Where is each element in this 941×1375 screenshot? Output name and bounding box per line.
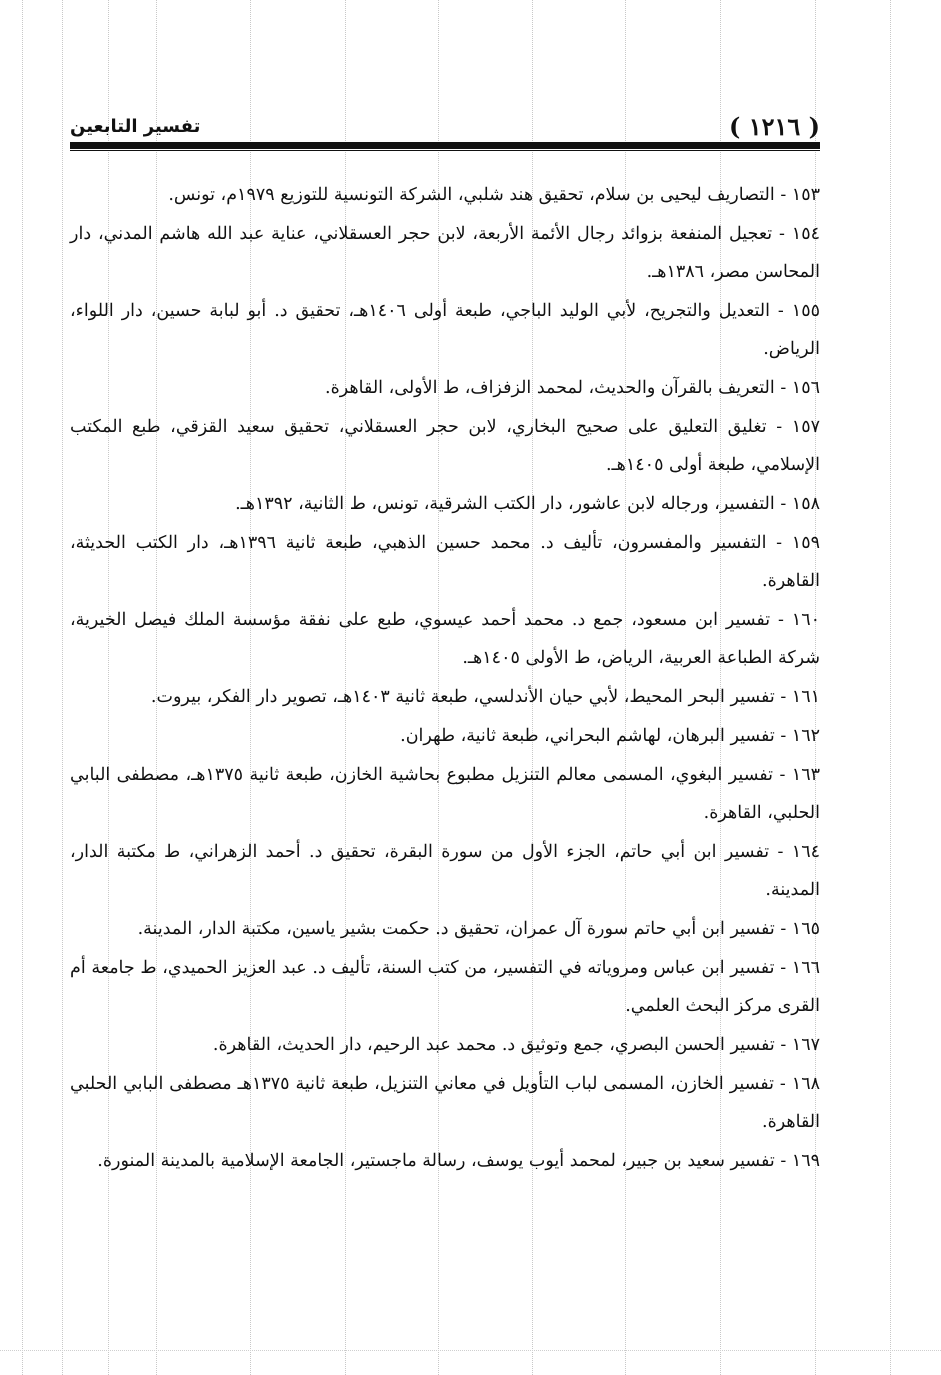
entry-number: ١٦٢ — [791, 726, 820, 746]
entry-text: التفسير، ورجاله لابن عاشور، دار الكتب الشرقية، تونس، ط الثانية، ١٣٩٢هـ. — [235, 494, 775, 514]
entry-text: تعجيل المنفعة بزوائد رجال الأئمة الأربعة، لابن حجر العسقلاني، عناية عبد الله هاشم المدني، دار المحاسن مصر، ١٣٨٦هـ. — [70, 224, 820, 282]
entry-number: ١٦٠ — [791, 610, 820, 630]
entry-number: ١٦٧ — [791, 1035, 820, 1055]
list-item: ١٦٨ - تفسير الخازن، المسمى لباب التأويل في معاني التنزيل، طبعة ثانية ١٣٧٥هـ مصطفى البابي الحلبي القاهرة. — [70, 1074, 820, 1132]
entry-number: ١٦٩ — [791, 1151, 820, 1171]
entry-text: تغليق التعليق على صحيح البخاري، لابن حجر العسقلاني، تحقيق سعيد القزقي، طبع المكتب الإسلامي، طبعة أولى ١٤٠٥هـ. — [70, 417, 820, 475]
list-item: ١٦١ - تفسير البحر المحيط، لأبي حيان الأندلسي، طبعة ثانية ١٤٠٣هـ، تصوير دار الفكر، بيروت. — [150, 687, 820, 707]
page-header — [70, 112, 820, 142]
entry-number: ١٦٨ — [791, 1074, 820, 1094]
bibliography-list — [70, 176, 820, 1181]
list-item: ١٥٥ - التعديل والتجريح، لأبي الوليد الباجي، طبعة أولى ١٤٠٦هـ، تحقيق د. أبو لبابة حسين، دار اللواء، الرياض. — [70, 301, 820, 359]
book-title: تفسير التابعين — [70, 116, 201, 137]
scan-guide — [62, 0, 63, 1375]
scan-guide — [0, 1350, 941, 1351]
entry-text: تفسير البغوي، المسمى معالم التنزيل مطبوع بحاشية الخازن، طبعة ثانية ١٣٧٥هـ، مصطفى البابي الحلبي، القاهرة. — [70, 765, 820, 823]
list-item: ١٥٨ - التفسير، ورجاله لابن عاشور، دار الكتب الشرقية، تونس، ط الثانية، ١٣٩٢هـ. — [235, 494, 820, 514]
entry-number: ١٦٤ — [791, 842, 820, 862]
entry-text: تفسير ابن مسعود، جمع د. محمد أحمد عيسوي، طبع على نفقة مؤسسة الملك فيصل الخيرية، شركة الطباعة العربية، الرياض، ط الأولى ١٤٠٥هـ. — [70, 610, 820, 668]
list-item: ١٦٠ - تفسير ابن مسعود، جمع د. محمد أحمد عيسوي، طبع على نفقة مؤسسة الملك فيصل الخيرية، شركة الطباعة العربية، الرياض، ط الأولى ١٤٠٥هـ. — [70, 610, 820, 668]
entry-text: تفسير ابن أبي حاتم، الجزء الأول من سورة البقرة، تحقيق د. أحمد الزهراني، ط مكتبة الدار، المدينة. — [70, 842, 820, 900]
entry-text: التعريف بالقرآن والحديث، لمحمد الزفزاف، ط الأولى، القاهرة. — [325, 378, 775, 398]
entry-number: ١٦١ — [791, 687, 820, 707]
entry-text: تفسير البرهان، لهاشم البحراني، طبعة ثانية، طهران. — [400, 726, 775, 746]
entry-text: التفسير والمفسرون، تأليف د. محمد حسين الذهبي، طبعة ثانية ١٣٩٦هـ، دار الكتب الحديثة، القاهرة. — [70, 533, 820, 591]
entry-number: ١٦٥ — [791, 919, 820, 939]
document-page — [70, 100, 820, 1340]
entry-number: ١٥٧ — [791, 417, 820, 437]
list-item: ١٦٢ - تفسير البرهان، لهاشم البحراني، طبعة ثانية، طهران. — [400, 726, 820, 746]
entry-number: ١٥٣ — [791, 185, 820, 205]
entry-text: تفسير الحسن البصري، جمع وتوثيق د. محمد عبد الرحيم، دار الحديث، القاهرة. — [212, 1035, 775, 1055]
entry-number: ١٦٦ — [791, 958, 820, 978]
entry-number: ١٦٣ — [791, 765, 820, 785]
list-item: ١٦٤ - تفسير ابن أبي حاتم، الجزء الأول من سورة البقرة، تحقيق د. أحمد الزهراني، ط مكتبة الدار، المدينة. — [70, 842, 820, 900]
entry-number: ١٥٩ — [791, 533, 820, 553]
list-item: ١٦٣ - تفسير البغوي، المسمى معالم التنزيل مطبوع بحاشية الخازن، طبعة ثانية ١٣٧٥هـ، مصطفى البابي الحلبي، القاهرة. — [70, 765, 820, 823]
list-item: ١٥٧ - تغليق التعليق على صحيح البخاري، لابن حجر العسقلاني، تحقيق سعيد القزقي، طبع المكتب الإسلامي، طبعة أولى ١٤٠٥هـ. — [70, 417, 820, 475]
page-number: ( ١٢١٦ ) — [729, 112, 820, 141]
header-rule — [70, 142, 820, 149]
entry-number: ١٥٦ — [791, 378, 820, 398]
list-item: ١٥٤ - تعجيل المنفعة بزوائد رجال الأئمة الأربعة، لابن حجر العسقلاني، عناية عبد الله هاشم المدني، دار المحاسن مصر، ١٣٨٦هـ. — [70, 224, 820, 282]
list-item: ١٦٥ - تفسير ابن أبي حاتم سورة آل عمران، تحقيق د. حكمت بشير ياسين، مكتبة الدار، المدينة. — [137, 919, 820, 939]
entry-text: تفسير ابن عباس ومروياته في التفسير، من كتب السنة، تأليف د. عبد العزيز الحميدي، ط جامعة أم القرى مركز البحث العلمي. — [70, 958, 820, 1016]
entry-number: ١٥٥ — [791, 301, 820, 321]
scan-guide — [890, 0, 891, 1375]
list-item: ١٥٦ - التعريف بالقرآن والحديث، لمحمد الزفزاف، ط الأولى، القاهرة. — [325, 378, 820, 398]
list-item: ١٦٧ - تفسير الحسن البصري، جمع وتوثيق د. محمد عبد الرحيم، دار الحديث، القاهرة. — [212, 1035, 820, 1055]
entry-text: تفسير سعيد بن جبير، لمحمد أيوب يوسف، رسالة ماجستير، الجامعة الإسلامية بالمدينة المنورة. — [97, 1151, 775, 1171]
entry-text: تفسير الخازن، المسمى لباب التأويل في معاني التنزيل، طبعة ثانية ١٣٧٥هـ مصطفى البابي الحلبي القاهرة. — [70, 1074, 820, 1132]
entry-text: التعديل والتجريح، لأبي الوليد الباجي، طبعة أولى ١٤٠٦هـ، تحقيق د. أبو لبابة حسين، دار اللواء، الرياض. — [70, 301, 820, 359]
list-item: ١٦٦ - تفسير ابن عباس ومروياته في التفسير، من كتب السنة، تأليف د. عبد العزيز الحميدي، ط جامعة أم القرى مركز البحث العلمي. — [70, 958, 820, 1016]
entry-text: تفسير ابن أبي حاتم سورة آل عمران، تحقيق د. حكمت بشير ياسين، مكتبة الدار، المدينة. — [137, 919, 775, 939]
entry-text: تفسير البحر المحيط، لأبي حيان الأندلسي، طبعة ثانية ١٤٠٣هـ، تصوير دار الفكر، بيروت. — [150, 687, 775, 707]
scan-guide — [22, 0, 23, 1375]
entry-number: ١٥٤ — [791, 224, 820, 244]
list-item: ١٥٣ - التصاريف ليحيى بن سلام، تحقيق هند شلبي، الشركة التونسية للتوزيع ١٩٧٩م، تونس. — [168, 185, 820, 205]
entry-text: التصاريف ليحيى بن سلام، تحقيق هند شلبي، الشركة التونسية للتوزيع ١٩٧٩م، تونس. — [168, 185, 775, 205]
list-item: ١٥٩ - التفسير والمفسرون، تأليف د. محمد حسين الذهبي، طبعة ثانية ١٣٩٦هـ، دار الكتب الحديثة، القاهرة. — [70, 533, 820, 591]
entry-number: ١٥٨ — [791, 494, 820, 514]
list-item: ١٦٩ - تفسير سعيد بن جبير، لمحمد أيوب يوسف، رسالة ماجستير، الجامعة الإسلامية بالمدينة المنورة. — [97, 1151, 820, 1171]
